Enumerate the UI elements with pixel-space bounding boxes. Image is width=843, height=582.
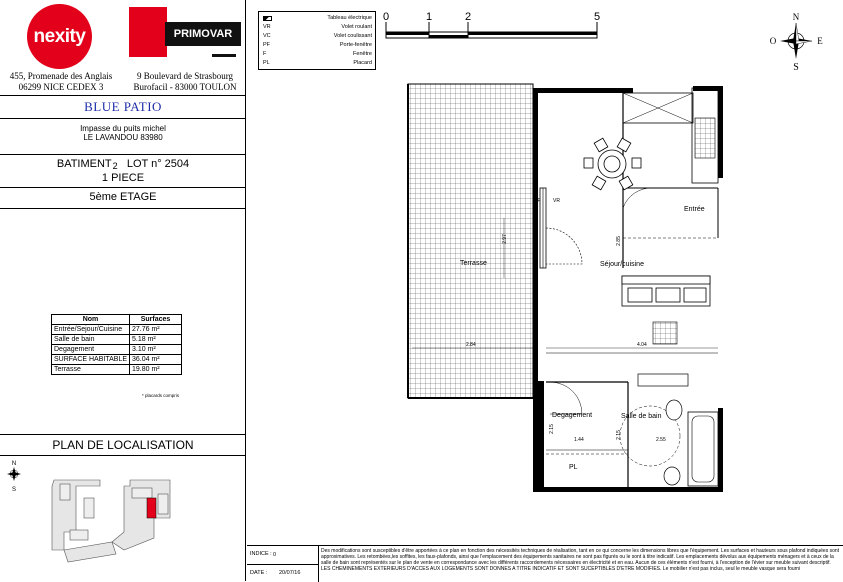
terrace-area: [408, 84, 533, 398]
footer-notes-block: [247, 545, 843, 581]
svg-text:0: 0: [382, 11, 390, 23]
electric-panel-icon: [263, 16, 272, 21]
room-label-pl: PL: [569, 464, 578, 471]
dim-entree-depth: 2.85: [615, 236, 622, 246]
dim-sdb-width: 2.55: [656, 437, 666, 443]
svg-text:5: 5: [593, 11, 601, 23]
project-address-line1: Impasse du puits michel: [80, 124, 166, 133]
sink-icon: [666, 400, 682, 420]
label-vr: VR: [553, 198, 560, 204]
svg-text:N: N: [792, 12, 800, 22]
svg-text:S: S: [793, 62, 799, 72]
tv-stand-icon: [638, 374, 688, 386]
unit-type: 1 PIECE: [101, 172, 145, 184]
room-label-sdb: Salle de bain: [621, 413, 662, 420]
primovar-logo-underline: [212, 54, 236, 57]
room-label-entree: Entrée: [684, 206, 705, 213]
legend-item: PL Placard: [263, 60, 372, 66]
svg-text:S: S: [11, 487, 17, 493]
dim-terrace-depth: 2.97: [501, 234, 508, 244]
room-label-sejour: Séjour/cuisine: [600, 261, 644, 268]
mini-compass-icon: [7, 461, 21, 493]
legend-item: F Fenêtre: [263, 51, 372, 57]
table-row: Degagement 3.10 m²: [52, 345, 182, 355]
primovar-logo-red-block: [129, 7, 167, 57]
svg-text:1: 1: [425, 11, 433, 23]
floor-level: 5ème ETAGE: [89, 191, 157, 203]
legend-item: Tableau électrique: [263, 15, 372, 23]
project-address-line2: LE LAVANDOU 83980: [83, 133, 163, 142]
label-pf: PF: [534, 198, 541, 204]
date-value: 20/07/16: [279, 570, 301, 576]
legend-box: [258, 11, 376, 70]
svg-text:N: N: [11, 461, 17, 467]
disclaimer-text: Des modifications sont susceptibles d'être apportées à ce plan en fonction des nécessités techniques de réalisation, tant en ce qui concerne les dimensions libres que l'équipement. Les surfaces et hauteurs sous plafond indiquées sont approximatives. Les retombées,les soffites, les faux-plafonds, ainsi que l'emplacement des équipements sanitaires ne sont pas figurés ou le sont à titre indicatif. Les emplacements dévolus aux équipements ménagers et à ceux de la salle de bain sont représentés sur le plan de vente en correspondance avec les différents raccordements nécessaires en électricité et en eau. Aucun de ces éléments n'est fourni, à l'exception de l'évier sur meuble suivant descriptif. LES CHEMINEMENTS EXTERIEURS D'ACCES AUX LOGEMENTS SONT DONNES A TITRE INDICATIF ET SONT SUCEPTIBLES D'ETRE MODIFIES. Le mobilier n'est pas inclus, seul le meuble vasque sera fourni: [321, 548, 840, 572]
dim-living-width: 4.04: [637, 342, 647, 348]
toilet-icon: [664, 467, 680, 485]
localisation-title: PLAN DE LOCALISATION: [52, 438, 194, 452]
legend-item: VR Volet roulant: [263, 24, 372, 30]
legend-item: PF Porte-fenêtre: [263, 42, 372, 48]
floor-plan: [400, 78, 730, 498]
nexity-logo: nexity: [27, 4, 92, 69]
dim-degagement-width: 1.44: [574, 437, 584, 443]
project-name: BLUE PATIO: [84, 99, 162, 114]
indice-label: INDICE :: [250, 551, 272, 557]
nexity-address: 455, Promenade des Anglais 06299 NICE CEDEX 3: [9, 71, 113, 92]
localisation-map: [4, 458, 224, 576]
primovar-address: 9 Boulevard de Strasbourg Burofacil - 83000 TOULON: [133, 71, 237, 92]
table-row: Entrée/Sejour/Cuisine 27.76 m²: [52, 325, 182, 335]
surfaces-header-nom: Nom: [52, 315, 130, 325]
surfaces-note: * placards compris: [142, 393, 180, 398]
table-row: SURFACE HABITABLE 36.04 m²: [52, 355, 182, 365]
svg-text:E: E: [817, 36, 823, 46]
svg-text:2: 2: [464, 11, 472, 23]
indice-value: 0: [273, 552, 277, 558]
dining-table-icon: [584, 138, 641, 190]
dim-terrace-width: 2.84: [466, 342, 476, 348]
dim-sdb-depth: 2.15: [615, 430, 622, 440]
surfaces-header-surfaces: Surfaces: [130, 315, 182, 325]
dim-pl-depth: 2.15: [548, 424, 555, 434]
batiment-lot-line: BATIMENT2 LOT n° 2504: [56, 158, 190, 171]
compass-rose-icon: [768, 10, 826, 72]
coffee-table-icon: [653, 322, 677, 344]
date-label: DATE :: [250, 570, 268, 576]
table-row: Salle de bain 5.18 m²: [52, 335, 182, 345]
svg-text:O: O: [769, 36, 777, 46]
room-label-terrasse: Terrasse: [460, 260, 487, 267]
scale-bar: [380, 8, 612, 42]
info-sidebar: [0, 0, 246, 581]
table-row: Terrasse 19.80 m²: [52, 365, 182, 375]
legend-item: VC Volet coulissant: [263, 33, 372, 39]
primovar-logo: PRIMOVAR: [165, 22, 241, 46]
bathtub-icon: [688, 412, 718, 486]
room-label-degagement: Degagement: [552, 412, 593, 419]
surfaces-table: [51, 314, 182, 375]
sofa-icon: [622, 276, 710, 306]
lot-location-marker: [147, 498, 156, 518]
